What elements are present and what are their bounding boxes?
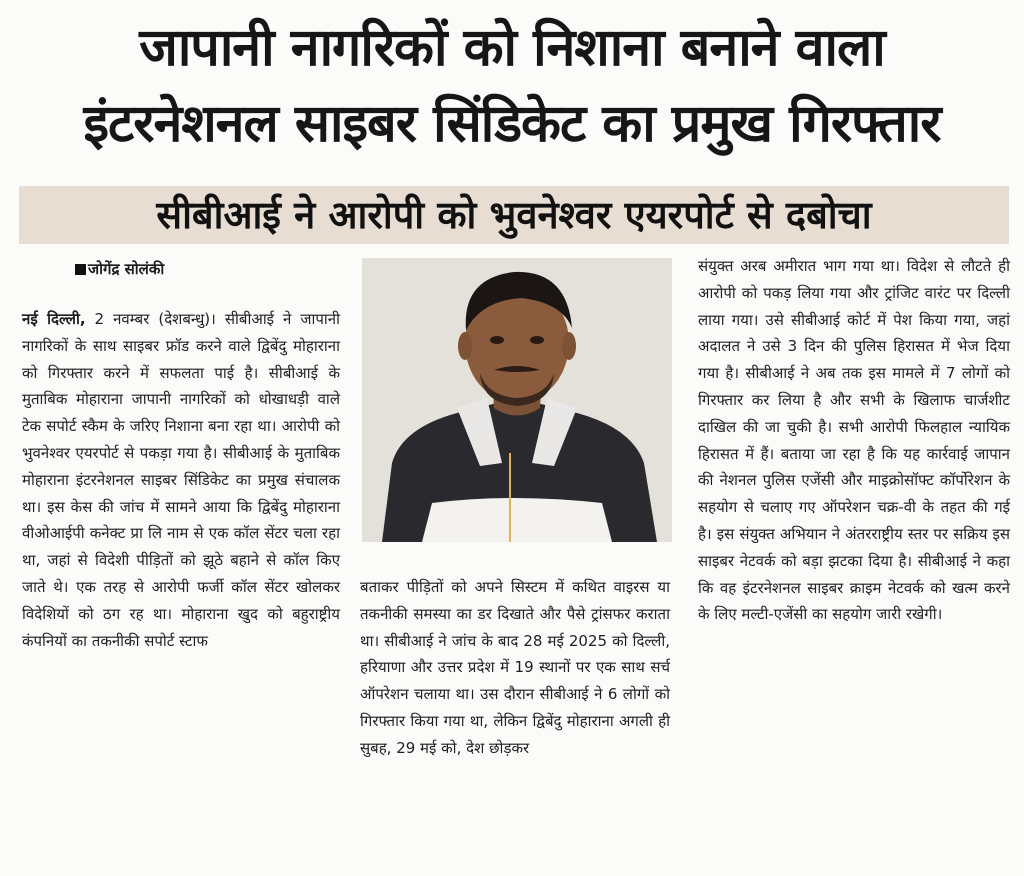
headline-line-2: इंटरनेशनल साइबर सिंडिकेट का प्रमुख गिरफ्तार — [83, 94, 941, 154]
article-column-3 — [698, 253, 1010, 628]
accused-photo — [362, 258, 672, 542]
article-column-1-text: 2 नवम्बर (देशबन्धु)। सीबीआई ने जापानी नागरिकों के साथ साइबर फ्रॉड करने वाले द्विबेंदु मोहाराना को गिरफ्तार करने में सफलता पाई है। सीबीआई के मुताबिक मोहाराना जापानी नागरिकों को धोखाधड़ी वाले टेक सपोर्ट स्कैम के जरिए निशाना बना रहा था। आरोपी को भुवनेश्वर एयरपोर्ट से पकड़ा गया है। सीबीआई के मुताबिक मोहाराना इंटरनेशनल साइबर सिंडिकेट का प्रमुख संचालक था। इस केस की जांच में सामने आया कि द्विबेंदु मोहाराना वीओआईपी कनेक्ट प्रा लि नाम से एक कॉल सेंटर चला रहा था, जहां से विदेशी पीड़ितों को झूठे बहाने से कॉल किए जाते थे। एक तरह से आरोपी फर्जी कॉल सेंटर खोलकर विदेशियों को ठग रह था। मोहाराना खुद को बहुराष्ट्रीय कंपनियों का तकनीकी सपोर्ट स्टाफ — [22, 310, 341, 650]
article-column-2 — [360, 574, 670, 762]
article-column-3-text: संयुक्त अरब अमीरात भाग गया था। विदेश से लौटते ही आरोपी को पकड़ लिया गया और ट्रांजिट वारंट पर दिल्ली लाया गया। उसे सीबीआई कोर्ट में पेश किया गया, जहां अदालत ने उसे 3 दिन की पुलिस हिरासत में भेज दिया गया है। सीबीआई ने अब तक इस मामले में 7 लोगों को गिरफ्तार कर लिया है और सभी के खिलाफ चार्जशीट दाखिल की जा चुकी है। सभी आरोपी फिलहाल न्यायिक हिरासत में हैं। बताया जा रहा है कि यह कार्रवाई जापान की नेशनल पुलिस एजेंसी और माइक्रोसॉफ्ट कॉर्पोरेशन के सहयोग से चलाए गए ऑपरेशन चक्र-वी के तहत की गई है। इस संयुक्त अभियान ने अंतरराष्ट्रीय स्तर पर सक्रिय इस साइबर नेटवर्क को बड़ा झटका दिया है। सीबीआई ने कहा कि वह इंटरनेशनल साइबर क्राइम नेटवर्क को खत्म करने के लिए मल्टी-एजेंसी का सहयोग जारी रखेगी। — [698, 257, 1010, 624]
article-column-2-text: बताकर पीड़ितों को अपने सिस्टम में कथित वाइरस या तकनीकी समस्या का डर दिखाते और पैसे ट्रांसफर कराता था। सीबीआई ने जांच के बाद 28 मई 2025 को दिल्ली, हरियाणा और उत्तर प्रदेश में 19 स्थानों पर एक साथ सर्च ऑपरेशन चलाया था। उस दौरान सीबीआई ने 6 लोगों को गिरफ्तार किया गया था, लेकिन द्विबेंदु मोहाराना अगली ही सुबह, 29 मई को, देश छोड़कर — [360, 578, 670, 757]
byline-author: जोगेंद्र सोलंकी — [88, 260, 165, 278]
person-photo-illustration — [362, 258, 672, 542]
byline — [88, 256, 164, 282]
article-column-1 — [22, 306, 340, 654]
dateline: नई दिल्ली, — [22, 310, 86, 328]
subheadline-bar — [19, 186, 1009, 244]
subheadline: सीबीआई ने आरोपी को भुवनेश्वर एयरपोर्ट से दबोचा — [156, 193, 872, 237]
headline-line-1: जापानी नागरिकों को निशाना बनाने वाला — [139, 18, 885, 78]
headline — [0, 10, 1024, 162]
byline-square-bullet — [75, 264, 86, 275]
